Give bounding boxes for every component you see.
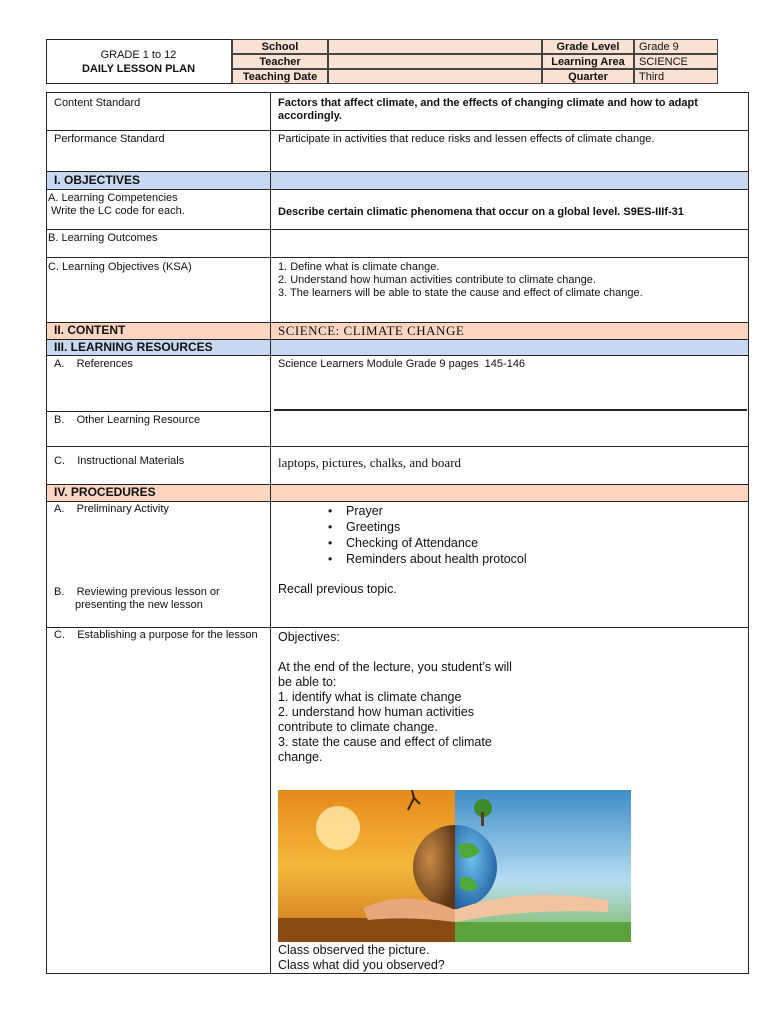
grade-level-label: Grade Level — [542, 39, 634, 54]
school-label: School — [232, 39, 328, 54]
establishing-purpose-text — [278, 630, 578, 765]
row-divider — [46, 189, 749, 190]
other-resource-label: B. Other Learning Resource — [54, 414, 201, 426]
performance-standard-text: Participate in activities that reduce risks and lessen effects of climate change. — [278, 133, 655, 145]
teaching-date-field[interactable] — [328, 69, 542, 84]
school-field[interactable] — [328, 39, 542, 54]
learning-objectives-label: C. Learning Objectives (KSA) — [48, 261, 192, 273]
reviewing-lesson-label-line1: B. Reviewing previous lesson or — [54, 586, 220, 598]
header-title — [46, 39, 232, 84]
quarter-label: Quarter — [542, 69, 634, 84]
row-divider — [46, 446, 749, 447]
row-divider — [46, 257, 749, 258]
picture-caption-1: Class observed the picture. — [278, 943, 430, 957]
learning-objective-item: 1. Define what is climate change. — [278, 261, 440, 273]
row-divider — [46, 171, 749, 172]
learning-area-label: Learning Area — [542, 54, 634, 69]
content-standard-text: Factors that affect climate, and the effects of changing climate and how to adapt accordingly. — [278, 97, 698, 122]
learning-area-value[interactable]: SCIENCE — [634, 54, 718, 69]
purpose-line: contribute to climate change. — [278, 720, 438, 734]
row-divider — [46, 627, 749, 628]
quarter-value[interactable]: Third — [634, 69, 718, 84]
preliminary-activity-label: A. Preliminary Activity — [54, 503, 169, 515]
row-divider — [46, 130, 749, 131]
learning-objective-item: 3. The learners will be able to state the cause and effect of climate change. — [278, 287, 643, 299]
list-item: • Checking of Attendance — [322, 535, 527, 551]
grade-level-value[interactable]: Grade 9 — [634, 39, 718, 54]
procedures-heading: IV. PROCEDURES — [54, 485, 156, 499]
purpose-line: 3. state the cause and effect of climate — [278, 735, 492, 749]
list-item: • Reminders about health protocol — [322, 551, 527, 567]
row-divider — [46, 229, 749, 230]
purpose-line: Objectives: — [278, 630, 340, 644]
content-standard-label: Content Standard — [54, 97, 141, 109]
header-title-line2: DAILY LESSON PLAN — [81, 62, 196, 75]
row-divider — [46, 355, 749, 356]
list-item: • Greetings — [322, 519, 527, 535]
preliminary-activity-list — [322, 503, 527, 567]
climate-change-picture — [278, 790, 631, 942]
teaching-date-label: Teaching Date — [232, 69, 328, 84]
learning-competencies-label-line2: Write the LC code for each. — [48, 205, 185, 217]
list-item: • Prayer — [322, 503, 527, 519]
purpose-line — [278, 645, 578, 660]
row-divider — [274, 409, 747, 411]
references-label: A. References — [54, 358, 133, 370]
establishing-purpose-label: C. Establishing a purpose for the lesson — [54, 629, 258, 641]
learning-objectives-list — [278, 261, 744, 300]
content-heading: II. CONTENT — [54, 323, 126, 337]
learning-outcomes-label: B. Learning Outcomes — [48, 232, 158, 244]
performance-standard-label: Performance Standard — [54, 133, 165, 145]
learning-competencies-text: Describe certain climatic phenomena that occur on a global level. S9ES-IIIf-31 — [278, 206, 684, 218]
header-title-line1: GRADE 1 to 12 — [100, 48, 177, 61]
purpose-line: change. — [278, 750, 323, 764]
learning-competencies-label-line1: A. Learning Competencies — [48, 192, 178, 204]
references-text: Science Learners Module Grade 9 pages 145-146 — [278, 358, 526, 370]
picture-caption-2: Class what did you observed? — [278, 958, 445, 972]
learning-competencies-label — [48, 192, 185, 218]
purpose-line: 1. identify what is climate change — [278, 690, 462, 704]
objectives-heading: I. OBJECTIVES — [54, 173, 141, 187]
column-divider — [270, 92, 271, 974]
reviewing-lesson-label-line2: presenting the new lesson — [75, 599, 203, 611]
row-divider — [46, 501, 749, 502]
instructional-materials-label: C. Instructional Materials — [54, 455, 185, 467]
teacher-label: Teacher — [232, 54, 328, 69]
purpose-line: be able to: — [278, 675, 337, 689]
purpose-line: At the end of the lecture, you student’s will — [278, 660, 512, 674]
purpose-line: 2. understand how human activities — [278, 705, 474, 719]
learning-objective-item: 2. Understand how human activities contribute to climate change. — [278, 274, 596, 286]
row-divider — [46, 411, 271, 412]
instructional-materials-text: laptops, pictures, chalks, and board — [278, 455, 462, 470]
reviewing-lesson-label — [54, 586, 220, 612]
reviewing-lesson-text: Recall previous topic. — [278, 582, 397, 596]
learning-resources-heading: III. LEARNING RESOURCES — [54, 340, 213, 354]
teacher-field[interactable] — [328, 54, 542, 69]
objectives-band — [47, 171, 748, 189]
content-topic: SCIENCE: CLIMATE CHANGE — [278, 323, 465, 338]
